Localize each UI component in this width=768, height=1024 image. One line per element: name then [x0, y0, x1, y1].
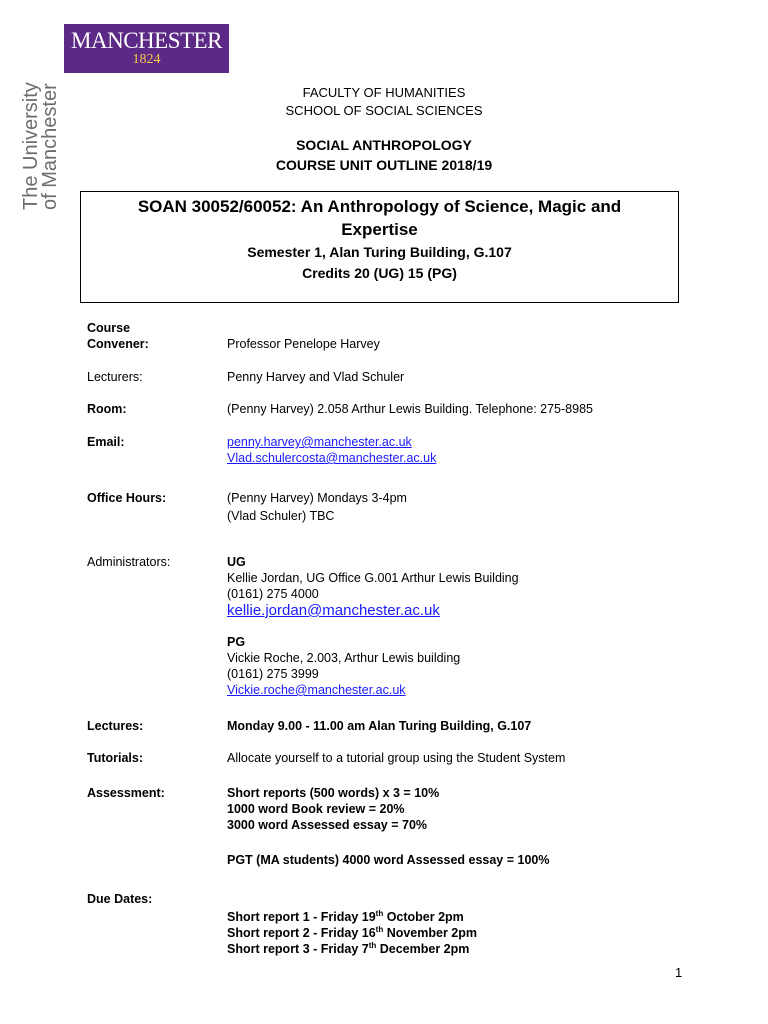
assessment-book-review: 1000 word Book review = 20% — [227, 802, 405, 816]
room-value: (Penny Harvey) 2.058 Arthur Lewis Building. Telephone: 275-8985 — [227, 402, 593, 416]
email-label: Email: — [87, 435, 125, 449]
email-link-harvey[interactable]: penny.harvey@manchester.ac.uk — [227, 435, 412, 449]
lecturers-value: Penny Harvey and Vlad Schuler — [227, 370, 405, 384]
due-date-3: Short report 3 - Friday 7th December 2pm — [227, 940, 470, 956]
course-credits: Credits 20 (UG) 15 (PG) — [302, 265, 457, 281]
ug-phone: (0161) 275 4000 — [227, 587, 319, 601]
ug-heading: UG — [227, 555, 246, 569]
convener-label-line-1: Course — [87, 321, 131, 335]
tutorials-value: Allocate yourself to a tutorial group using the Student System — [227, 751, 566, 765]
assessment-label: Assessment: — [87, 786, 165, 800]
office-hours-values — [227, 490, 707, 524]
page-number: 1 — [675, 965, 683, 980]
pg-admin: Vickie Roche, 2.003, Arthur Lewis building — [227, 651, 461, 665]
assessment-values — [227, 785, 707, 868]
assessment-short-reports: Short reports (500 words) x 3 = 10% — [227, 786, 440, 800]
ug-email-link[interactable]: kellie.jordan@manchester.ac.uk — [227, 602, 440, 619]
course-title: SOAN 30052/60052: An Anthropology of Science, Magic and Expertise — [137, 197, 622, 239]
email-values — [227, 434, 707, 466]
tutorials-label: Tutorials: — [87, 751, 144, 765]
lectures-label: Lectures: — [87, 719, 144, 733]
course-semester: Semester 1, Alan Turing Building, G.107 — [247, 244, 512, 260]
outline-heading: COURSE UNIT OUTLINE 2018/19 — [275, 157, 493, 173]
convener-value: Professor Penelope Harvey — [227, 337, 380, 351]
due-date-1: Short report 1 - Friday 19th October 2pm — [227, 908, 464, 924]
ug-admin: Kellie Jordan, UG Office G.001 Arthur Lewis Building — [227, 571, 519, 585]
convener-label — [87, 320, 217, 352]
due-date-2: Short report 2 - Friday 16th November 2pm — [227, 924, 477, 940]
office-hours-harvey: (Penny Harvey) Mondays 3-4pm — [227, 491, 407, 505]
pg-phone: (0161) 275 3999 — [227, 667, 319, 681]
course-title-box — [80, 191, 679, 303]
pg-email-link[interactable]: Vickie.roche@manchester.ac.uk — [227, 683, 406, 697]
faculty-heading: FACULTY OF HUMANITIES — [302, 85, 466, 100]
lectures-value: Monday 9.00 - 11.00 am Alan Turing Building, G.107 — [227, 719, 532, 733]
administrators-values — [227, 554, 707, 698]
logo-year: 1824 — [132, 52, 161, 67]
due-dates-label: Due Dates: — [87, 892, 153, 906]
pg-heading: PG — [227, 635, 246, 649]
office-hours-label: Office Hours: — [87, 491, 167, 505]
assessment-pgt: PGT (MA students) 4000 word Assessed essay = 100% — [227, 853, 550, 867]
university-logo — [64, 24, 229, 73]
lecturers-label: Lecturers: — [87, 370, 143, 384]
convener-label-line-2: Convener: — [87, 337, 149, 351]
email-link-schuler[interactable]: Vlad.schulercosta@manchester.ac.uk — [227, 451, 437, 465]
assessment-essay: 3000 word Assessed essay = 70% — [227, 818, 428, 832]
subject-heading: SOCIAL ANTHROPOLOGY — [296, 137, 472, 153]
wordmark-line-1: The University — [20, 82, 42, 210]
administrators-label: Administrators: — [87, 555, 171, 569]
wordmark-line-2: of Manchester — [39, 83, 61, 210]
due-dates-values — [227, 909, 707, 957]
logo-name: MANCHESTER — [71, 28, 222, 53]
room-label: Room: — [87, 402, 127, 416]
school-heading: SCHOOL OF SOCIAL SCIENCES — [285, 103, 483, 118]
office-hours-schuler: (Vlad Schuler) TBC — [227, 509, 335, 523]
